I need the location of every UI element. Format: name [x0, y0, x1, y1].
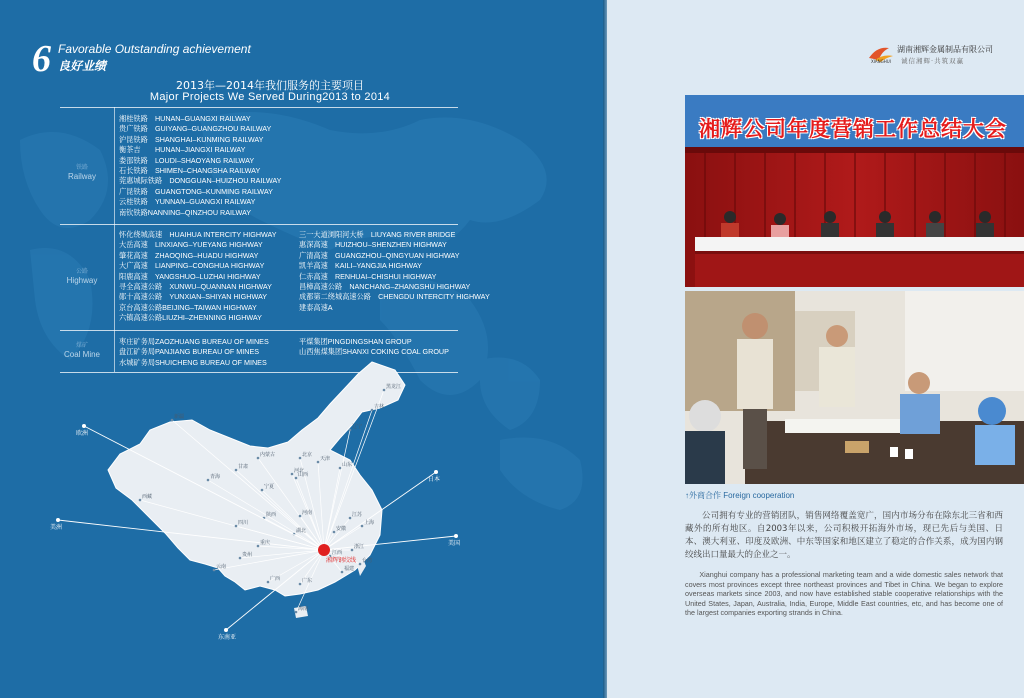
list-item: 京台高速公路BEIJING–TAIWAN HIGHWAY: [119, 302, 257, 312]
list-item: 娄邵铁路 LOUDI–SHAOYANG RAILWAY: [119, 155, 255, 165]
list-item: 广昆铁路 GUANGTONG–KUNMING RAILWAY: [119, 186, 273, 196]
category-highway: [58, 268, 106, 285]
province-label: 内蒙古: [260, 452, 276, 458]
list-item: 寻全高速公路 XUNWU–QUANNAN HIGHWAY: [119, 281, 272, 291]
list-item: 云桂铁路 YUNNAN–GUANGXI RAILWAY: [119, 197, 256, 207]
list-item: 南钦铁路NANNING–QINZHOU RAILWAY: [119, 207, 252, 217]
list-item: 肇花高速 ZHAOQING–HUADU HIGHWAY: [119, 250, 259, 260]
list-item: 三一大道浏阳河大桥 LIUYANG RIVER BRIDGE: [299, 230, 456, 239]
province-label: 天津: [320, 456, 331, 462]
photo-caption: ↑外商合作 Foreign cooperation: [685, 491, 795, 500]
list-item: 枣庄矿务局ZAOZHUANG BUREAU OF MINES: [119, 337, 269, 346]
destination-label: 美洲: [50, 524, 63, 531]
province-label: 贵州: [242, 552, 253, 558]
province-dot: [333, 531, 336, 534]
destination-label: 美国: [448, 540, 461, 547]
destination-dot: [434, 470, 438, 474]
category-label-en: Highway: [66, 276, 98, 285]
highway-list-right: [299, 230, 490, 313]
category-label-en: Railway: [67, 172, 96, 181]
province-label: 安徽: [336, 526, 347, 532]
china-sales-map: [0, 350, 607, 698]
list-item: 惠深高速 HUIZHOU–SHENZHEN HIGHWAY: [299, 240, 447, 250]
province-label: 重庆: [260, 540, 271, 546]
province-dot: [235, 469, 238, 472]
province-label: 青海: [210, 474, 221, 480]
province-label: 广西: [270, 576, 281, 582]
province-dot: [295, 477, 298, 480]
destination-dot: [224, 628, 228, 632]
province-dot: [299, 457, 302, 460]
company-name: 湖南湘辉金属制品有限公司: [897, 45, 993, 54]
section-title-cn: 良好业绩: [58, 59, 107, 73]
province-label: 江苏: [352, 512, 363, 518]
list-item: 阳鹿高速 YANGSHUO–LUZHAI HIGHWAY: [119, 271, 261, 281]
province-label: 湖北: [296, 528, 307, 534]
province-dot: [351, 549, 354, 552]
list-item: 大广高速 LIANPING–CONGHUA HIGHWAY: [119, 261, 265, 271]
province-label: 广东: [302, 578, 313, 584]
province-label: 新疆: [174, 414, 185, 420]
destination-dot: [56, 518, 60, 522]
list-item: 山西焦煤集团SHANXI COKING COAL GROUP: [299, 347, 449, 357]
list-item: 广清高速 GUANGZHOU–QINGYUAN HIGHWAY: [299, 250, 460, 260]
company-logo-icon: [867, 44, 895, 64]
destination-dot: [454, 534, 458, 538]
hub-label: 湘辉钢绞线: [326, 557, 357, 564]
province-dot: [361, 525, 364, 528]
highway-list-left: [119, 230, 277, 324]
category-label-cn: 公路: [75, 269, 88, 275]
province-dot: [359, 563, 362, 566]
province-dot: [235, 525, 238, 528]
province-label: 陕西: [266, 512, 277, 518]
destination-label: 东南亚: [218, 634, 237, 641]
section-number: 6: [32, 38, 51, 80]
list-item: 六镇高速公路LIUZHI–ZHENNING HIGHWAY: [119, 313, 262, 323]
list-item: 凯羊高速 KAILI–YANGJIA HIGHWAY: [299, 261, 422, 271]
province-dot: [339, 467, 342, 470]
province-dot: [213, 569, 216, 572]
category-railway: [58, 164, 106, 181]
cooperation-photo: [685, 291, 1024, 484]
province-dot: [257, 457, 260, 460]
province-dot: [139, 499, 142, 502]
province-dot: [383, 389, 386, 392]
province-label: 云南: [216, 564, 227, 570]
list-item: 衡茶吉 HUNAN–JIANGXI RAILWAY: [119, 145, 246, 155]
province-label: 甘肃: [238, 464, 249, 470]
list-item: 仁赤高速 RENHUAI–CHISHUI HIGHWAY: [299, 271, 437, 281]
province-label: 福建: [344, 566, 355, 572]
province-dot: [295, 611, 298, 614]
province-label: 河北: [294, 468, 305, 474]
logo-text: XIANGHUI: [871, 59, 891, 64]
projects-title-cn: 2013年—2014年我们服务的主要项目: [176, 79, 364, 92]
province-dot: [171, 419, 174, 422]
category-label-en: Coal Mine: [63, 350, 100, 359]
province-label: 吉林: [374, 404, 385, 410]
divider-railway-highway: [60, 224, 458, 225]
list-item: 莞惠城际铁路 DONGGUAN–HUIZHOU RAILWAY: [119, 176, 282, 186]
railway-list: [119, 114, 281, 218]
list-item: 郧十高速公路 YUNXIAN–SHIYAN HIGHWAY: [119, 292, 268, 302]
section-title-en: Favorable Outstanding achievement: [58, 42, 251, 56]
province-dot: [317, 461, 320, 464]
list-item: 昌樟高速公路 NANCHANG–ZHANGSHU HIGHWAY: [299, 281, 471, 291]
destination-label: 日本: [428, 476, 441, 483]
projects-title-en: Major Projects We Served During2013 to 2014: [149, 91, 391, 103]
divider-vertical: [114, 107, 115, 372]
province-label: 四川: [238, 520, 249, 526]
destination-dot: [82, 424, 86, 428]
description-en: Xianghui company has a professional marketing team and a wide domestic sales network that covers most provinces except three northeast provinces and Tibet in China. We began to explore overseas markets since 2003, and now have established stable cooperative relationships with the United States, Japan, Australia, India, Europe, Middle East countries, etc, and has become one of the largest companies exporting strands in China.: [685, 570, 1003, 618]
list-item: 石长铁路 SHIMEN–CHANGSHA RAILWAY: [119, 165, 261, 175]
category-label-cn: 铁路: [75, 165, 88, 171]
list-item: 贵广铁路 GUIYANG–GUANGZHOU RAILWAY: [119, 124, 272, 134]
province-dot: [257, 545, 260, 548]
company-slogan: 诚信湘辉·共筑双赢: [901, 57, 965, 65]
province-dot: [291, 473, 294, 476]
province-label: 江西: [332, 550, 343, 556]
province-label: 西藏: [142, 494, 153, 500]
province-label: 辽宁: [352, 424, 363, 430]
list-item: 水城矿务局SHUICHENG BUREAU OF MINES: [119, 357, 267, 367]
province-dot: [267, 581, 270, 584]
list-item: 建泰高速A: [299, 302, 333, 312]
list-item: 盘江矿务局PANJIANG BUREAU OF MINES: [119, 347, 260, 357]
divider-top: [60, 107, 458, 108]
province-dot: [349, 429, 352, 432]
list-item: 怀化绕城高速 HUAIHUA INTERCITY HIGHWAY: [119, 230, 277, 239]
province-label: 海南: [298, 606, 309, 612]
province-dot: [261, 489, 264, 492]
list-item: 大岳高速 LINXIANG–YUEYANG HIGHWAY: [119, 240, 263, 250]
province-dot: [371, 409, 374, 412]
province-label: 浙江: [354, 544, 365, 550]
conference-banner: 湘辉公司年度营销工作总结大会: [699, 117, 1007, 141]
list-item: 湘桂铁路 HUNAN–GUANGXI RAILWAY: [119, 114, 251, 123]
province-dot: [239, 557, 242, 560]
description-cn: 公司拥有专业的营销团队，销售网络覆盖宽广，国内市场分布在除东北三省和西藏外的所有地区。自2003年以来，公司积极开拓海外市场，现已先后与美国、日本、澳大利亚、印度及欧洲、中东等国家和地区建立了稳定的合作关系，成为国内钢绞线出口量最大的企业之一。: [685, 511, 1003, 560]
province-label: 台湾: [362, 558, 373, 564]
destination-label: 欧洲: [76, 430, 89, 437]
hub-marker: [318, 544, 330, 556]
right-page: [607, 0, 1024, 698]
province-label: 北京: [302, 452, 313, 458]
province-label: 河南: [302, 510, 313, 516]
list-item: 沪昆铁路 SHANGHAI–KUNMING RAILWAY: [119, 134, 264, 144]
list-item: 平煤集团PINGDINGSHAN GROUP: [299, 337, 412, 346]
province-dot: [207, 479, 210, 482]
divider-highway-coal: [60, 330, 458, 331]
category-label-cn: 煤矿: [75, 343, 88, 349]
list-item: 成都第二绕城高速公路 CHENGDU INTERCITY HIGHWAY: [299, 292, 490, 302]
province-label: 山东: [342, 462, 353, 468]
province-dot: [299, 583, 302, 586]
meeting-scene: [685, 291, 1024, 484]
province-dot: [341, 571, 344, 574]
province-label: 上海: [364, 520, 375, 526]
province-label: 山西: [298, 472, 309, 478]
province-dot: [299, 515, 302, 518]
province-label: 黑龙江: [386, 384, 402, 390]
conference-photo: [685, 95, 1024, 287]
province-dot: [349, 517, 352, 520]
province-label: 宁夏: [264, 484, 275, 490]
